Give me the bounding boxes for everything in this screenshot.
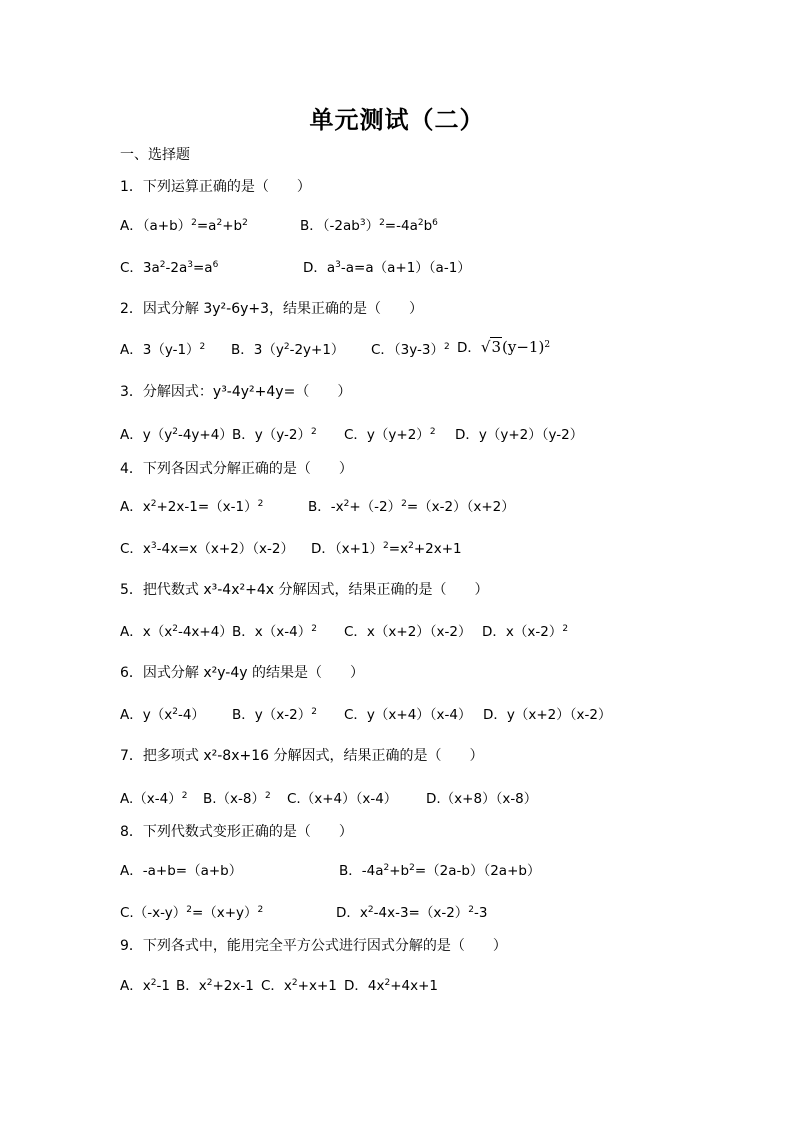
question-2-stem: 2．因式分解 3y²-6y+3，结果正确的是（ ） xyxy=(120,301,424,317)
option-d: D．y（y+2）（y-2） xyxy=(455,427,584,443)
option-b: B．$3(y^2-2y+1)$ xyxy=(231,342,345,358)
option-c: C．$3a^2-2a^3=a^6$ xyxy=(120,260,219,276)
option-b: B．$-4a^2+b^2=(2a-b)(2a+b)$ xyxy=(339,863,541,879)
option-d: D.（x+8）（x-8） xyxy=(426,791,538,807)
option-d: D．$x(x-2)^2$ xyxy=(482,624,569,640)
option-d: D．$4x^2+4x+1$ xyxy=(344,978,439,994)
option-b: B．$y(y-2)^2$ xyxy=(232,427,317,443)
option-c: C．x（x+2）（x-2） xyxy=(344,624,472,640)
option-a: A．$x(x^2-4x+4)$ xyxy=(120,624,233,640)
option-a: A．$y(y^2-4y+4)$ xyxy=(120,427,233,443)
page-title: 单元测试（二） xyxy=(309,106,485,134)
option-c: C．$x^3-4x=x(x+2)(x-2)$ xyxy=(120,541,294,557)
sqrt-expression: $√3(y-1)^2$ xyxy=(480,338,551,356)
option-b: B．$(-2ab^3)^2=-4a^2b^6$ xyxy=(300,218,438,234)
option-a: A．$y(x^2-4)$ xyxy=(120,707,205,723)
option-b: $B.(x-8)^2$ xyxy=(203,791,271,807)
option-a: A．-a+b=（a+b） xyxy=(120,863,243,879)
option-d: D．$(x+1)^2=x^2+2x+1$ xyxy=(311,541,462,557)
question-9-stem: 9．下列各式中，能用完全平方公式进行因式分解的是（ ） xyxy=(120,938,507,954)
option-c: $C.(-x-y)^2=(x+y)^2$ xyxy=(120,905,264,921)
question-1-stem: 1．下列运算正确的是（ ） xyxy=(120,179,311,195)
option-b: B．$x(x-4)^2$ xyxy=(232,624,317,640)
question-4-stem: 4．下列各因式分解正确的是（ ） xyxy=(120,461,353,477)
option-a: A．$(a+b)^2=a^2+b^2$ xyxy=(120,218,248,234)
question-7-stem: 7．把多项式 x²-8x+16 分解因式，结果正确的是（ ） xyxy=(120,748,484,764)
option-c: C．$x^2+x+1$ xyxy=(261,978,337,994)
option-a: $A.(x-4)^2$ xyxy=(120,791,188,807)
option-d: D．$√3(y-1)^2$ xyxy=(457,338,551,356)
option-d: D．$x^2-4x-3=(x-2)^2-3$ xyxy=(336,905,488,921)
option-d: D．y（x+2）（x-2） xyxy=(483,707,612,723)
option-a: A．$3(y-1)^2$ xyxy=(120,342,206,358)
question-8-stem: 8．下列代数式变形正确的是（ ） xyxy=(120,824,353,840)
section-heading: 一、选择题 xyxy=(120,147,190,163)
option-b: B．$-x^2+(-2)^2=(x-2)(x+2)$ xyxy=(308,499,515,515)
option-c: C．y（x+4）（x-4） xyxy=(344,707,472,723)
option-c: C．$(3y-3)^2$ xyxy=(371,342,450,358)
option-a: A．$x^2-1$ xyxy=(120,978,170,994)
option-b: B．$x^2+2x-1$ xyxy=(176,978,254,994)
question-3-stem: 3．分解因式：y³-4y²+4y=（ ） xyxy=(120,384,352,400)
option-a: A．$x^2+2x-1=(x-1)^2$ xyxy=(120,499,264,515)
question-5-stem: 5．把代数式 x³-4x²+4x 分解因式，结果正确的是（ ） xyxy=(120,582,489,598)
option-b: B．$y(x-2)^2$ xyxy=(232,707,317,723)
option-d: D．$a^3-a=a(a+1)(a-1)$ xyxy=(303,260,471,276)
question-6-stem: 6．因式分解 x²y-4y 的结果是（ ） xyxy=(120,665,364,681)
option-c: C.（x+4）（x-4） xyxy=(287,791,398,807)
option-c: C．$y(y+2)^2$ xyxy=(344,427,436,443)
